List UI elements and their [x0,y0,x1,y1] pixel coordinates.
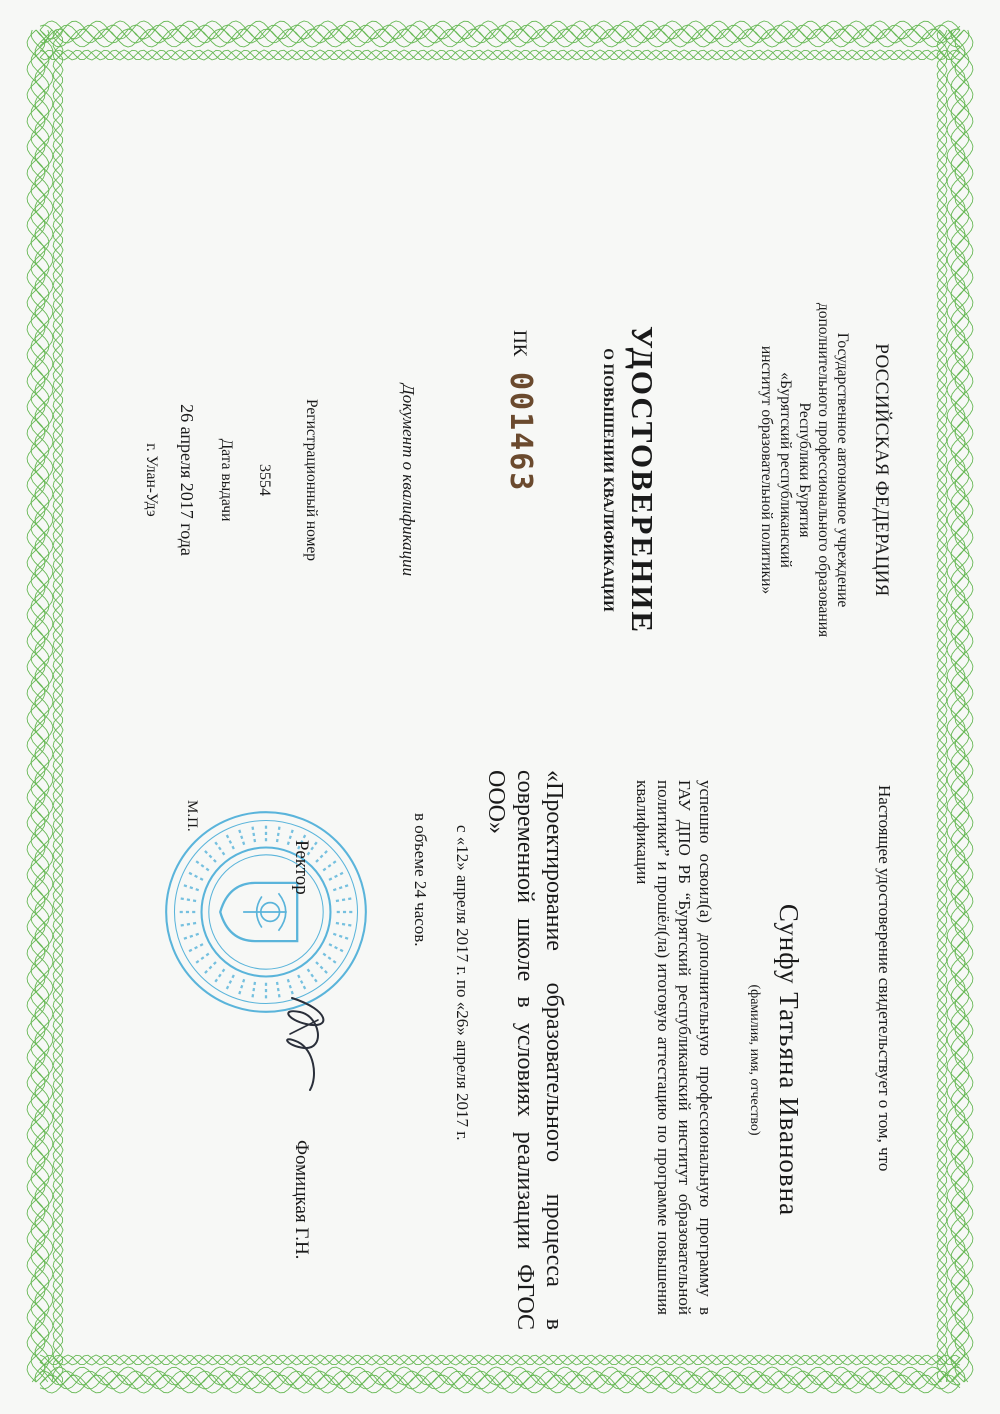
issue-date: 26 апреля 2017 года [177,404,197,556]
country-heading: РОССИЙСКАЯ ФЕДЕРАЦИЯ [871,343,892,597]
document-subtitle: О ПОВЫШЕНИИ КВАЛИФИКАЦИИ [600,348,616,612]
program-title: «Проектирование образовательного процесса в современной школе в условиях реализации ФГОС ООО» [483,770,567,1330]
rector-label: Ректор [291,840,312,895]
rector-name: Фомицкая Г.Н. [291,1140,312,1260]
name-caption: (фамилия, имя, отчество) [747,984,762,1136]
document-title: УДОСТОВЕРЕНИЕ [625,325,660,635]
organization-line: Государственное автономное учреждение [834,332,851,608]
issue-date-label: Дата выдачи [218,438,235,522]
rector-signature [270,990,340,1100]
official-stamp [162,808,370,1016]
registration-label: Регистрационный номер [303,398,320,562]
registration-number: 3554 [256,464,273,496]
recipient-full-name: Сунфу Татьяна Ивановна [774,903,804,1217]
stamp-place-label: М.П. [184,800,200,832]
organization-line: институт образовательной политики» [758,345,775,595]
document-series: ПК [509,330,530,357]
organization-line: «Бурятский республиканский [777,372,794,568]
organization-line: Республики Бурятия [796,402,813,538]
certificate-body: успешно освоил(а) дополнительную профессиональную программу в ГАУ ДПО РБ “Бурятский республиканский институт образовательной политики” и прошёл(ла) итоговую аттестацию по программе повышения квалификации [633,780,715,1315]
document-number: 001463 [503,372,538,493]
training-volume: в объеме 24 часов. [411,813,430,947]
document-type: Документ о квалификации [399,383,418,577]
organization-line: дополнительного профессионального образования [815,302,832,638]
organization-name [757,180,852,760]
training-period: с «12» апреля 2017 г. по «26» апреля 2017 г. [453,825,472,1141]
certificate-intro: Настоящее удостоверение свидетельствует о том, что [875,785,894,1172]
issue-city: г. Улан-Удэ [143,443,160,517]
